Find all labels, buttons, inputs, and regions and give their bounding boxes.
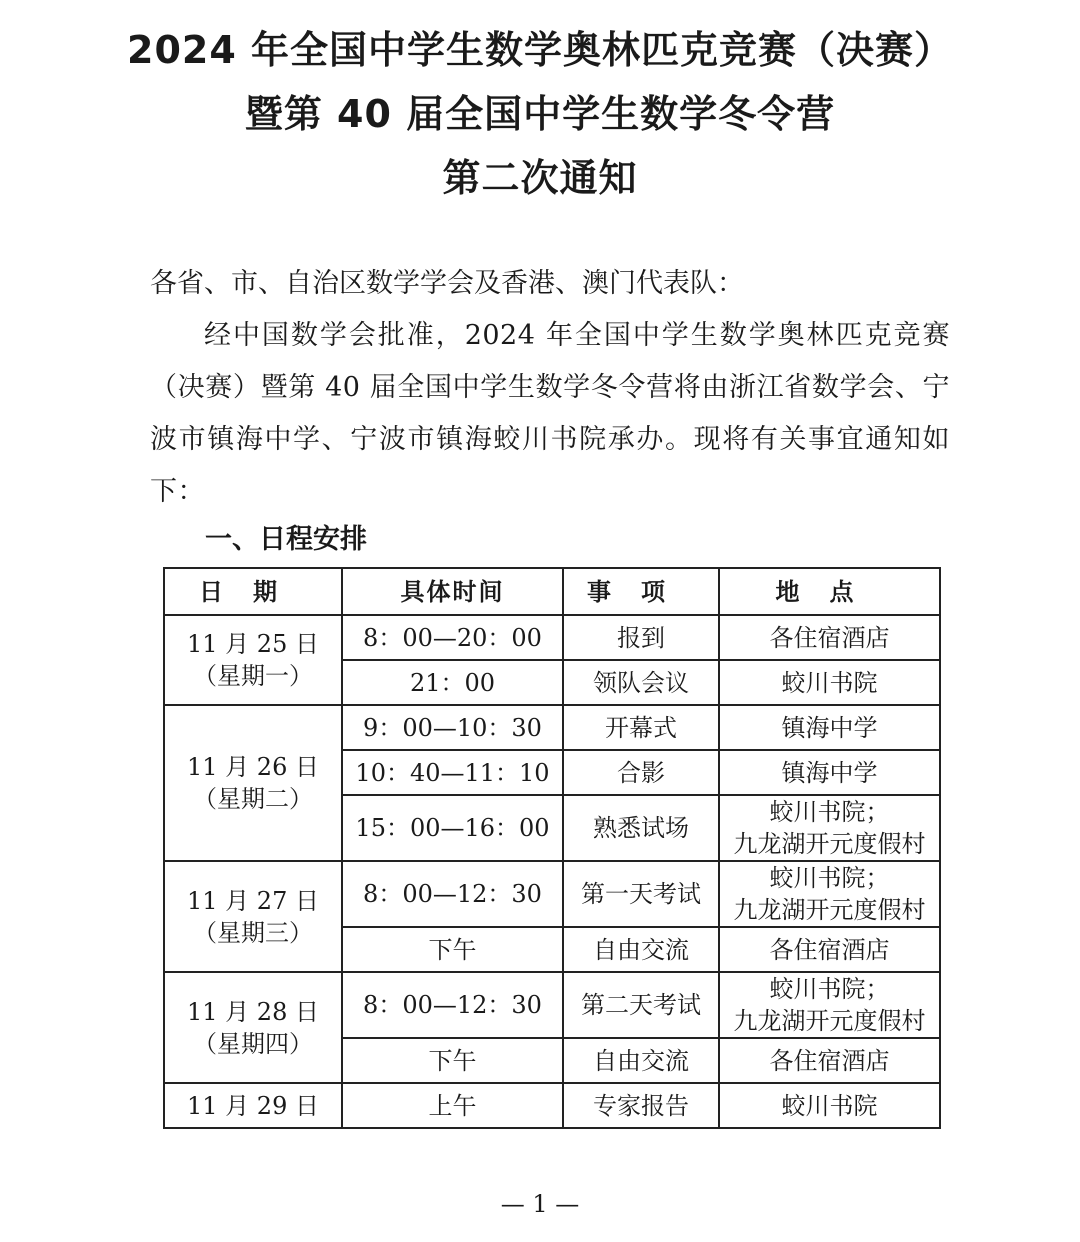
place-cell <box>719 861 940 927</box>
intro-paragraph: 经中国数学会批准，2024 年全国中学生数学奥林匹克竞赛（决赛）暨第 40 届全国中学生数学冬令营将由浙江省数学会、宁波市镇海中学、宁波市镇海蛟川书院承办。现将有关事宜通知如下： <box>150 320 950 507</box>
title-line-3: 第二次通知 <box>442 156 638 200</box>
date-cell <box>164 1083 342 1128</box>
table-row <box>164 972 940 1038</box>
title-line-1: 2024 年全国中学生数学奥林匹克竞赛（决赛） <box>127 28 953 72</box>
weekday-text: （星期二） <box>193 785 313 813</box>
time-cell: 9：00—10：30 <box>342 705 563 750</box>
header-item: 事项 <box>563 568 719 615</box>
table-row <box>164 615 940 660</box>
table-row <box>164 861 940 927</box>
date-text: 11 月 27 日 <box>187 886 319 915</box>
table-row <box>164 705 940 750</box>
date-cell <box>164 705 342 861</box>
place-line-1: 蛟川书院； <box>769 864 890 892</box>
date-cell <box>164 972 342 1083</box>
item-cell: 第二天考试 <box>563 972 719 1038</box>
table-header-row <box>164 568 940 615</box>
date-text: 11 月 25 日 <box>187 630 319 658</box>
date-cell <box>164 861 342 972</box>
time-cell: 10：40—11：10 <box>342 750 563 795</box>
date-text: 11 月 28 日 <box>187 997 319 1026</box>
item-cell: 合影 <box>563 750 719 795</box>
place-line-2: 九龙湖开元度假村 <box>733 830 926 858</box>
salutation: 各省、市、自治区数学学会及香港、澳门代表队： <box>150 268 744 299</box>
time-cell: 8：00—20：00 <box>342 615 563 660</box>
item-cell: 报到 <box>563 615 719 660</box>
section-heading-schedule: 一、日程安排 <box>205 524 367 555</box>
time-cell: 下午 <box>342 927 563 972</box>
item-cell: 领队会议 <box>563 660 719 705</box>
date-cell <box>164 615 342 705</box>
item-cell: 熟悉试场 <box>563 795 719 861</box>
schedule-table <box>163 567 941 1129</box>
time-cell: 8：00—12：30 <box>342 972 563 1038</box>
place-cell: 各住宿酒店 <box>719 1038 940 1083</box>
item-cell: 开幕式 <box>563 705 719 750</box>
place-cell <box>719 795 940 861</box>
place-cell: 蛟川书院 <box>719 660 940 705</box>
notice-body <box>150 258 950 518</box>
item-cell: 自由交流 <box>563 927 719 972</box>
place-line-2: 九龙湖开元度假村 <box>733 896 926 924</box>
table-row <box>164 1083 940 1128</box>
page-number: — 1 — <box>500 1190 580 1218</box>
document-title <box>0 18 1080 210</box>
time-cell: 21：00 <box>342 660 563 705</box>
place-cell <box>719 972 940 1038</box>
date-text: 11 月 26 日 <box>187 753 319 781</box>
header-place: 地点 <box>719 568 940 615</box>
header-time: 具体时间 <box>342 568 563 615</box>
weekday-text: （星期一） <box>193 662 313 690</box>
place-line-2: 九龙湖开元度假村 <box>733 1007 926 1035</box>
item-cell: 第一天考试 <box>563 861 719 927</box>
header-date: 日期 <box>164 568 342 615</box>
time-cell: 上午 <box>342 1083 563 1128</box>
item-cell: 专家报告 <box>563 1083 719 1128</box>
time-cell: 下午 <box>342 1038 563 1083</box>
place-cell: 镇海中学 <box>719 750 940 795</box>
date-text: 11 月 29 日 <box>187 1091 319 1120</box>
place-cell: 蛟川书院 <box>719 1083 940 1128</box>
item-cell: 自由交流 <box>563 1038 719 1083</box>
place-cell: 各住宿酒店 <box>719 927 940 972</box>
place-line-1: 蛟川书院； <box>769 975 890 1003</box>
weekday-text: （星期四） <box>193 1029 313 1058</box>
time-cell: 15：00—16：00 <box>342 795 563 861</box>
time-cell: 8：00—12：30 <box>342 861 563 927</box>
place-cell: 镇海中学 <box>719 705 940 750</box>
title-line-2: 暨第 40 届全国中学生数学冬令营 <box>244 92 836 136</box>
weekday-text: （星期三） <box>193 918 313 947</box>
place-line-1: 蛟川书院； <box>769 798 890 826</box>
place-cell: 各住宿酒店 <box>719 615 940 660</box>
